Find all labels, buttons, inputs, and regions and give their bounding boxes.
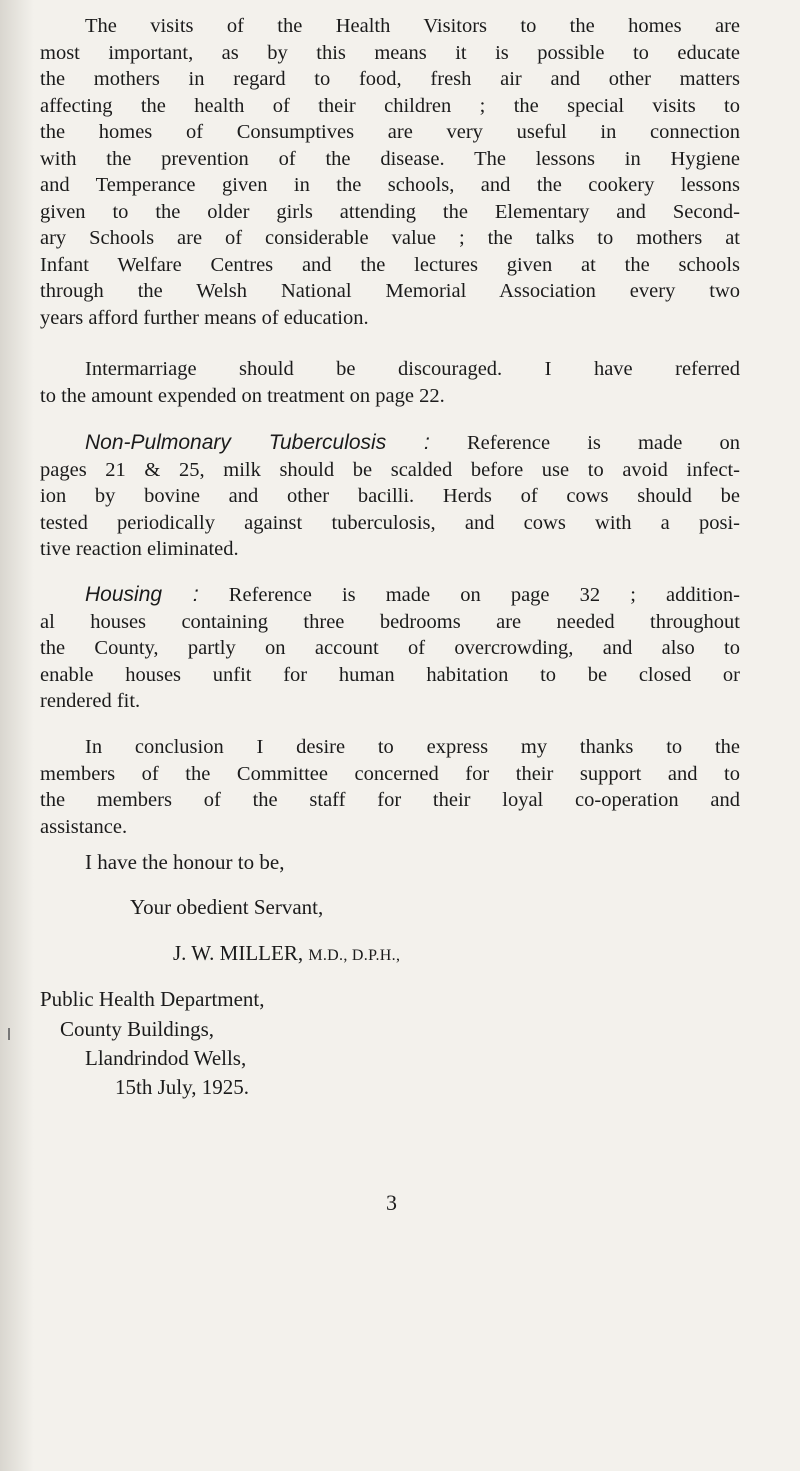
paragraph-housing <box>40 582 740 715</box>
page-edge-shadow <box>0 0 34 1471</box>
text-line: al houses containing three bedrooms are needed throughout <box>40 610 740 633</box>
text-line: enable houses unfit for human habitation to be closed or <box>40 663 740 686</box>
address-line-department: Public Health Department, <box>40 987 265 1011</box>
address-line-building: County Buildings, <box>60 1017 215 1041</box>
text-line: Infant Welfare Centres and the lectures given at the schools <box>40 253 740 276</box>
text-line: to the amount expended on treatment on page 22. <box>40 384 445 407</box>
text-line: ion by bovine and other bacilli. Herds of cows should be <box>40 485 740 507</box>
text-line: the County, partly on account of overcrowding, and also to <box>40 637 740 659</box>
signatory-degrees: M.D., D.P.H., <box>308 947 401 964</box>
closing-servant: Your obedient Servant, <box>130 895 324 919</box>
address-line-town: Llandrindod Wells, <box>85 1046 247 1070</box>
paragraph-intermarriage <box>40 356 740 409</box>
heading-continuation: Reference is made on <box>467 432 740 454</box>
section-heading-non-pulmonary: Non-Pulmonary Tuberculosis : <box>85 431 430 454</box>
text-line: members of the Committee concerned for their support and to <box>40 762 740 785</box>
text-line <box>40 582 740 609</box>
text-line: through the Welsh National Memorial Association every two <box>40 280 740 302</box>
text-line: given to the older girls attending the Elementary and Second- <box>40 200 740 223</box>
signatory <box>173 941 400 966</box>
text-line: rendered fit. <box>40 690 141 712</box>
paragraph-conclusion <box>40 734 740 840</box>
signatory-name: J. W. MILLER, <box>173 941 304 965</box>
heading-continuation: Reference is made on page 32 ; addition- <box>228 584 741 606</box>
text-line: years afford further means of education. <box>40 306 369 329</box>
text-line: In conclusion I desire to express my thanks to the <box>85 736 740 758</box>
text-line: The visits of the Health Visitors to the homes are <box>85 15 740 37</box>
text-line: the homes of Consumptives are very useful in connection <box>40 121 740 143</box>
text-line <box>40 430 740 457</box>
text-line: with the prevention of the disease. The lessons in Hygiene <box>40 147 740 170</box>
text-line: assistance. <box>40 815 128 838</box>
text-line: affecting the health of their children ; the special visits to <box>40 94 740 117</box>
text-line: most important, as by this means it is possible to educate <box>40 41 740 64</box>
paragraph-health-visitors <box>40 13 740 331</box>
text-line: the mothers in regard to food, fresh air and other matters <box>40 68 740 90</box>
text-line: the members of the staff for their loyal co-operation and <box>40 789 740 811</box>
text-line: Intermarriage should be discouraged. I have referred <box>85 358 740 380</box>
text-line: tested periodically against tuberculosis, and cows with a posi- <box>40 511 740 534</box>
text-line: and Temperance given in the schools, and the cookery lessons <box>40 174 740 196</box>
paragraph-non-pulmonary-tuberculosis <box>40 430 740 563</box>
text-line: pages 21 & 25, milk should be scalded before use to avoid infect- <box>40 458 740 481</box>
closing-honour: I have the honour to be, <box>85 850 285 874</box>
address-line-date: 15th July, 1925. <box>115 1075 249 1099</box>
text-line: ary Schools are of considerable value ; the talks to mothers at <box>40 227 740 249</box>
section-heading-housing: Housing : <box>85 583 199 606</box>
margin-mark <box>8 1028 10 1040</box>
page-number: 3 <box>386 1190 397 1215</box>
text-line: tive reaction eliminated. <box>40 538 239 560</box>
